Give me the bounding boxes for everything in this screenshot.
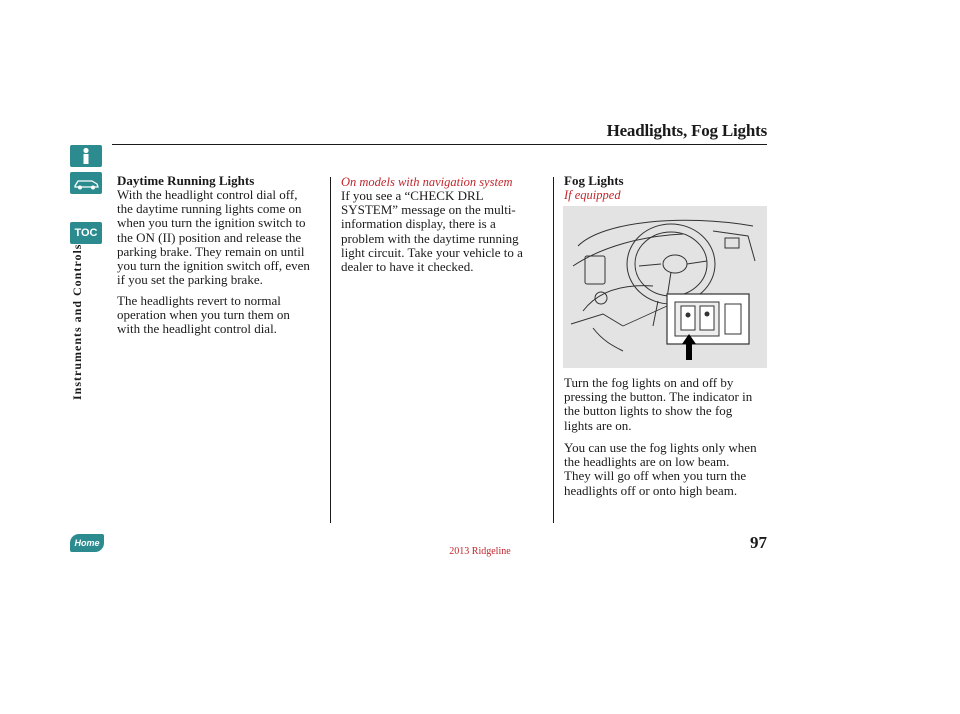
fog-paragraph-1: Turn the fog lights on and off by pressing the button. The indicator in the button lights to show the fog lights are on. xyxy=(564,375,753,433)
section-side-label: Instruments and Controls xyxy=(70,243,84,400)
drl-paragraph-2: The headlights revert to normal operation when you turn them on with the headlight control dial. xyxy=(117,293,290,337)
fog-paragraph-2: You can use the fog lights only when the headlights are on low beam. They will go off when you turn the headlights off or onto high beam. xyxy=(564,440,757,498)
equipped-note: If equipped xyxy=(564,188,621,202)
fog-light-illustration xyxy=(563,206,767,368)
car-icon xyxy=(70,172,102,194)
fog-heading: Fog Lights xyxy=(564,173,624,188)
toc-tab[interactable]: TOC xyxy=(70,222,102,244)
info-tab[interactable] xyxy=(70,145,102,167)
home-icon: Home xyxy=(74,538,100,548)
home-button[interactable] xyxy=(70,534,104,552)
page-title: Headlights, Fog Lights xyxy=(606,121,767,140)
column-divider xyxy=(553,177,554,523)
column-divider xyxy=(330,177,331,523)
dashboard-drawing xyxy=(563,206,767,368)
info-icon xyxy=(70,145,102,167)
drl-check-paragraph: If you see a “CHECK DRL SYSTEM” message on the multi- information display, there is a problem with the daytime running light circuit. Take your vehicle to a dealer to have it checked. xyxy=(341,188,523,275)
arrow-up-icon xyxy=(682,334,696,360)
page-number: 97 xyxy=(750,533,767,552)
header-rule xyxy=(112,144,767,145)
drl-heading: Daytime Running Lights xyxy=(117,173,255,188)
footer-model-year: 2013 Ridgeline xyxy=(449,546,511,557)
car-tab[interactable] xyxy=(70,172,102,194)
nav-model-note: On models with navigation system xyxy=(341,175,513,189)
drl-paragraph-1: With the headlight control dial off, the daytime running lights come on when you turn the ignition switch to the ON (II) position and release the parking brake. They remain on until you turn the ignition switch off, even if you set the parking brake. xyxy=(117,187,310,288)
